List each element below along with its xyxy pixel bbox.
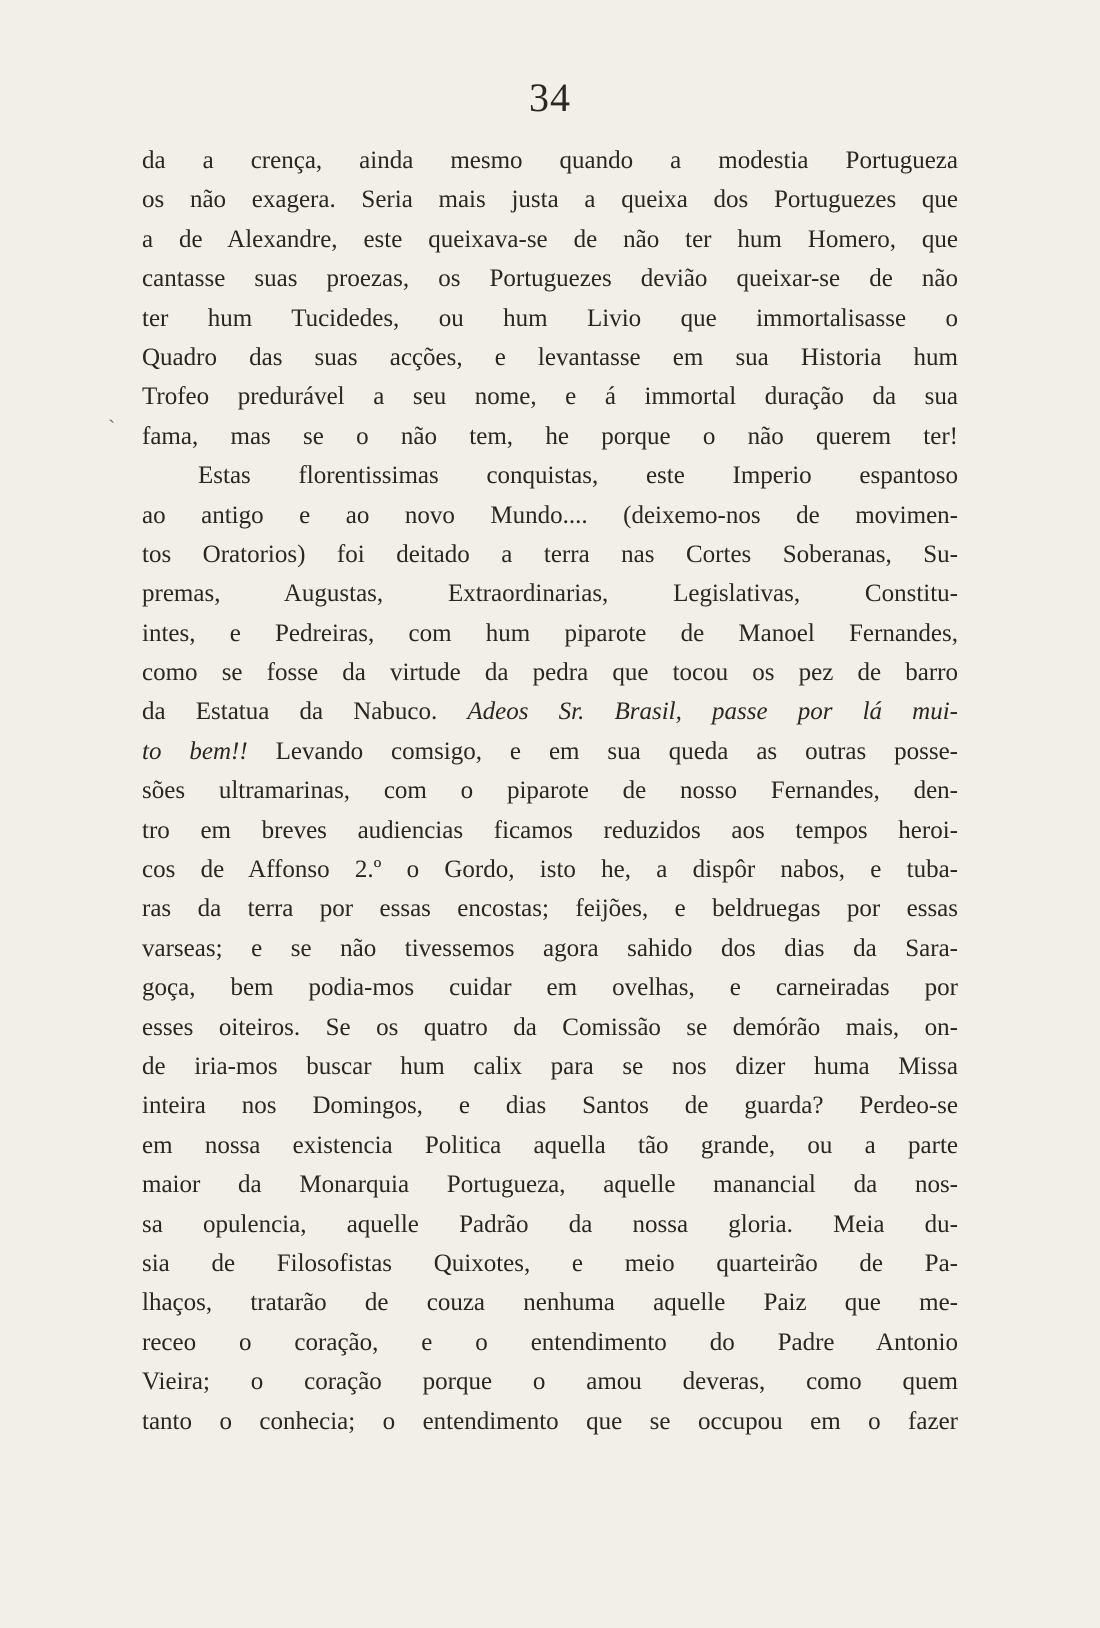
text-line: premas, Augustas, Extraordinarias, Legislativas, Constitu-	[142, 580, 958, 608]
text-line: Vieira; o coração porque o amou deveras, como quem	[142, 1368, 958, 1396]
text-segment: da Estatua da Nabuco.	[142, 698, 468, 726]
text-line: tro em breves audiencias ficamos reduzidos aos tempos heroi-	[142, 816, 958, 844]
text-line: ao antigo e ao novo Mundo.... (deixemo-nos de movimen-	[142, 501, 958, 529]
text-line: ter hum Tucidedes, ou hum Livio que immortalisasse o	[142, 304, 958, 332]
text-line: Quadro das suas acções, e levantasse em sua Historia hum	[142, 343, 958, 371]
text-line: cantasse suas proezas, os Portuguezes devião queixar-se de não	[142, 265, 958, 293]
text-line: da a crença, ainda mesmo quando a modestia Portugueza	[142, 147, 958, 174]
text-line: intes, e Pedreiras, com hum piparote de Manoel Fernandes,	[142, 619, 958, 647]
text-line-with-italic	[142, 692, 958, 731]
text-line: sões ultramarinas, com o piparote de nosso Fernandes, den-	[142, 777, 958, 805]
text-line: lhaços, tratarão de couza nenhuma aquelle Paiz que me-	[142, 1289, 958, 1317]
text-line: em nossa existencia Politica aquella tão grande, ou a parte	[142, 1131, 958, 1159]
text-line: esses oiteiros. Se os quatro da Comissão se demórão mais, on-	[142, 1013, 958, 1041]
text-line: sa opulencia, aquelle Padrão da nossa gloria. Meia du-	[142, 1210, 958, 1238]
text-line: fama, mas se o não tem, he porque o não querem ter!	[142, 422, 958, 450]
text-line: maior da Monarquia Portugueza, aquelle manancial da nos-	[142, 1171, 958, 1199]
text-line: receo o coração, e o entendimento do Padre Antonio	[142, 1328, 958, 1356]
margin-mark: ˎ	[108, 398, 116, 423]
text-line: varseas; e se não tivessemos agora sahido dos dias da Sara-	[142, 934, 958, 962]
text-line: goça, bem podia-mos cuidar em ovelhas, e carneiradas por	[142, 974, 958, 1002]
text-line: a de Alexandre, este queixava-se de não ter hum Homero, que	[142, 225, 958, 253]
text-line: cos de Affonso 2.º o Gordo, isto he, a dispôr nabos, e tuba-	[142, 856, 958, 884]
text-line: sia de Filosofistas Quixotes, e meio quarteirão de Pa-	[142, 1249, 958, 1277]
italic-phrase: Adeos Sr. Brasil, passe por lá mui-	[467, 698, 958, 726]
text-line: de iria-mos buscar hum calix para se nos dizer huma Missa	[142, 1052, 958, 1080]
text-line: Trofeo predurável a seu nome, e á immortal duração da sua	[142, 383, 958, 411]
text-line: inteira nos Domingos, e dias Santos de guarda? Perdeo-se	[142, 1092, 958, 1120]
body-text	[142, 141, 958, 1441]
text-line: tos Oratorios) foi deitado a terra nas Cortes Soberanas, Su-	[142, 540, 958, 568]
text-line: to bem!! Levando comsigo, e em sua queda as outras posse-	[142, 737, 958, 765]
text-line: como se fosse da virtude da pedra que tocou os pez de barro	[142, 659, 958, 687]
text-line: os não exagera. Seria mais justa a queixa dos Portuguezes que	[142, 186, 958, 214]
text-line: ras da terra por essas encostas; feijões, e beldruegas por essas	[142, 895, 958, 923]
text-line: Estas florentissimas conquistas, este Imperio espantoso	[198, 462, 958, 490]
page-number: 34	[529, 75, 571, 120]
text-line: tanto o conhecia; o entendimento que se occupou em o fazer	[142, 1407, 958, 1435]
italic-phrase: to bem!!	[142, 737, 248, 765]
